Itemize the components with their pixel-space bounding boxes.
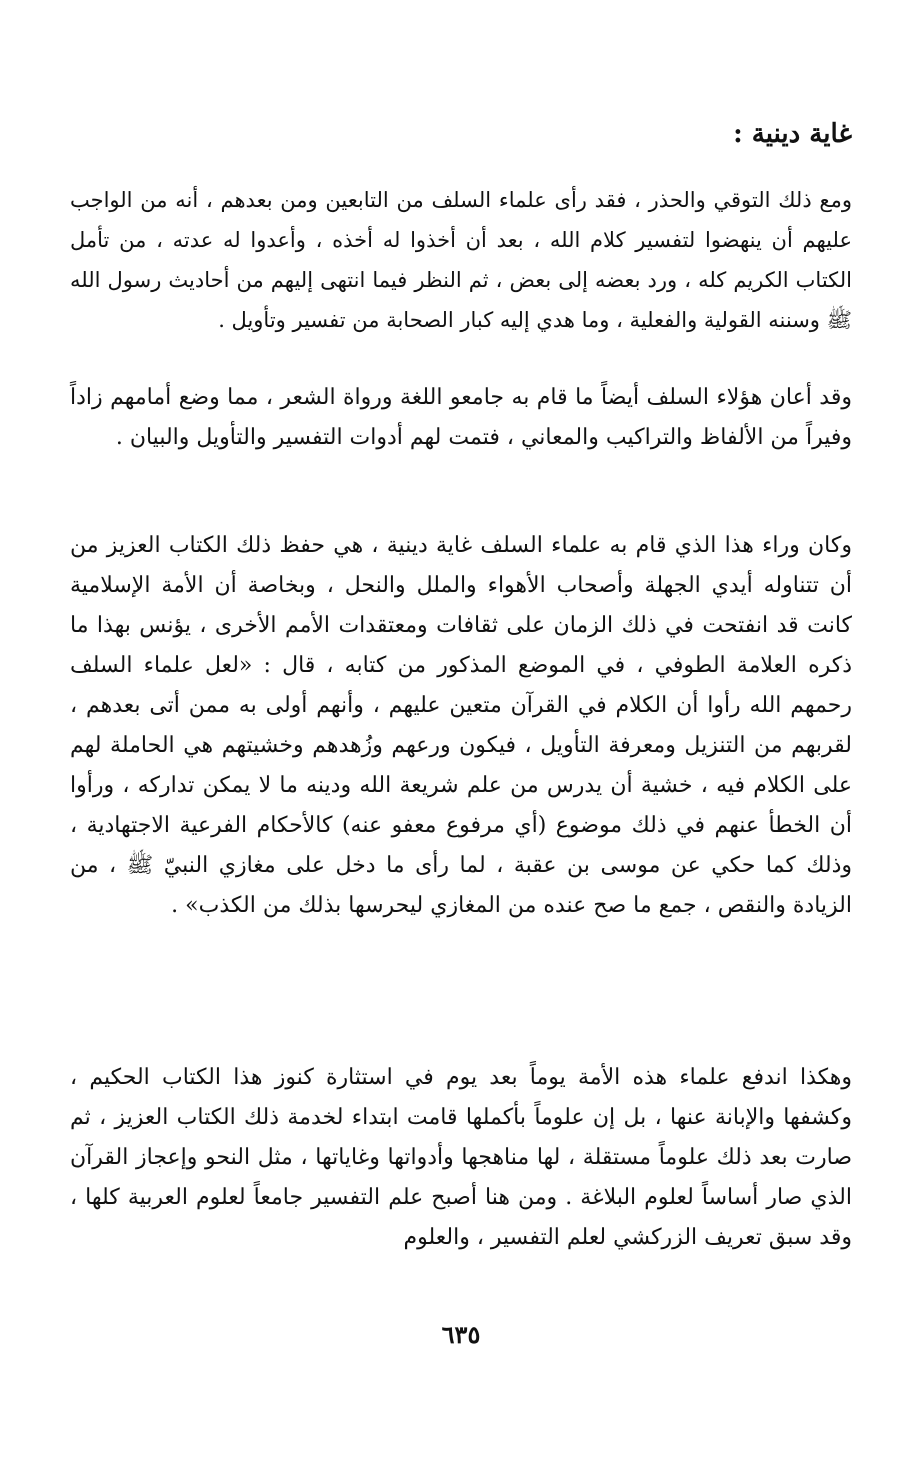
paragraph-2: وقد أعان هؤلاء السلف أيضاً ما قام به جامعو اللغة ورواة الشعر ، مما وضع أمامهم زاداً وفيراً من الألفاظ والتراكيب والمعاني ، فتمت لهم أدوات التفسير والتأويل والبيان .: [70, 385, 852, 450]
paragraph-4: وهكذا اندفع علماء هذه الأمة يوماً بعد يوم في استثارة كنوز هذا الكتاب الحكيم ، وكشفها والإبانة عنها ، بل إن علوماً بأكملها قامت ابتداء لخدمة ذلك الكتاب العزيز ، ثم صارت بعد ذلك علوماً مستقلة ، لها مناهجها وأدواتها وغاياتها ، مثل النحو وإعجاز القرآن الذي صار أساساً لعلوم البلاغة . ومن هنا أصبح علم التفسير جامعاً لعلوم العربية كلها ، وقد سبق تعريف الزركشي لعلم التفسير ، والعلوم: [70, 1065, 852, 1250]
page-number: ٦٣٥: [441, 1320, 481, 1349]
paragraph-1: ومع ذلك التوقي والحذر ، فقد رأى علماء السلف من التابعين ومن بعدهم ، أنه من الواجب عليهم أن ينهضوا لتفسير كلام الله ، بعد أن أخذوا له أخذه ، وأعدوا له عدته ، من تأمل الكتاب الكريم كله ، ورد بعضه إلى بعض ، ثم النظر فيما انتهى إليهم من أحاديث رسول الله ﷺ وسننه القولية والفعلية ، وما هدي إليه كبار الصحابة من تفسير وتأويل .: [70, 188, 852, 332]
section-heading: غاية دينية :: [733, 119, 852, 149]
paragraph-3: وكان وراء هذا الذي قام به علماء السلف غاية دينية ، هي حفظ ذلك الكتاب العزيز من أن تتناوله أيدي الجهلة وأصحاب الأهواء والملل والنحل ، وبخاصة أن الأمة الإسلامية كانت قد انفتحت في ذلك الزمان على ثقافات ومعتقدات الأمم الأخرى ، يؤنس بهذا ما ذكره العلامة الطوفي ، في الموضع المذكور من كتابه ، قال : «لعل علماء السلف رحمهم الله رأوا أن الكلام في القرآن متعين عليهم ، وأنهم أولى به ممن أتى بعدهم ، لقربهم من التنزيل ومعرفة التأويل ، فيكون ورعهم وزُهدهم وخشيتهم هي الحاملة لهم على الكلام فيه ، خشية أن يدرس من علم شريعة الله ودينه ما لا يمكن تداركه ، ورأوا أن الخطأ عنهم في ذلك موضوع (أي مرفوع معفو عنه) كالأحكام الفرعية الاجتهادية ، وذلك كما حكي عن موسى بن عقبة ، لما رأى ما دخل على مغازي النبيّ ﷺ ، من الزيادة والنقص ، جمع ما صح عنده من المغازي ليحرسها بذلك من الكذب» .: [70, 533, 853, 918]
